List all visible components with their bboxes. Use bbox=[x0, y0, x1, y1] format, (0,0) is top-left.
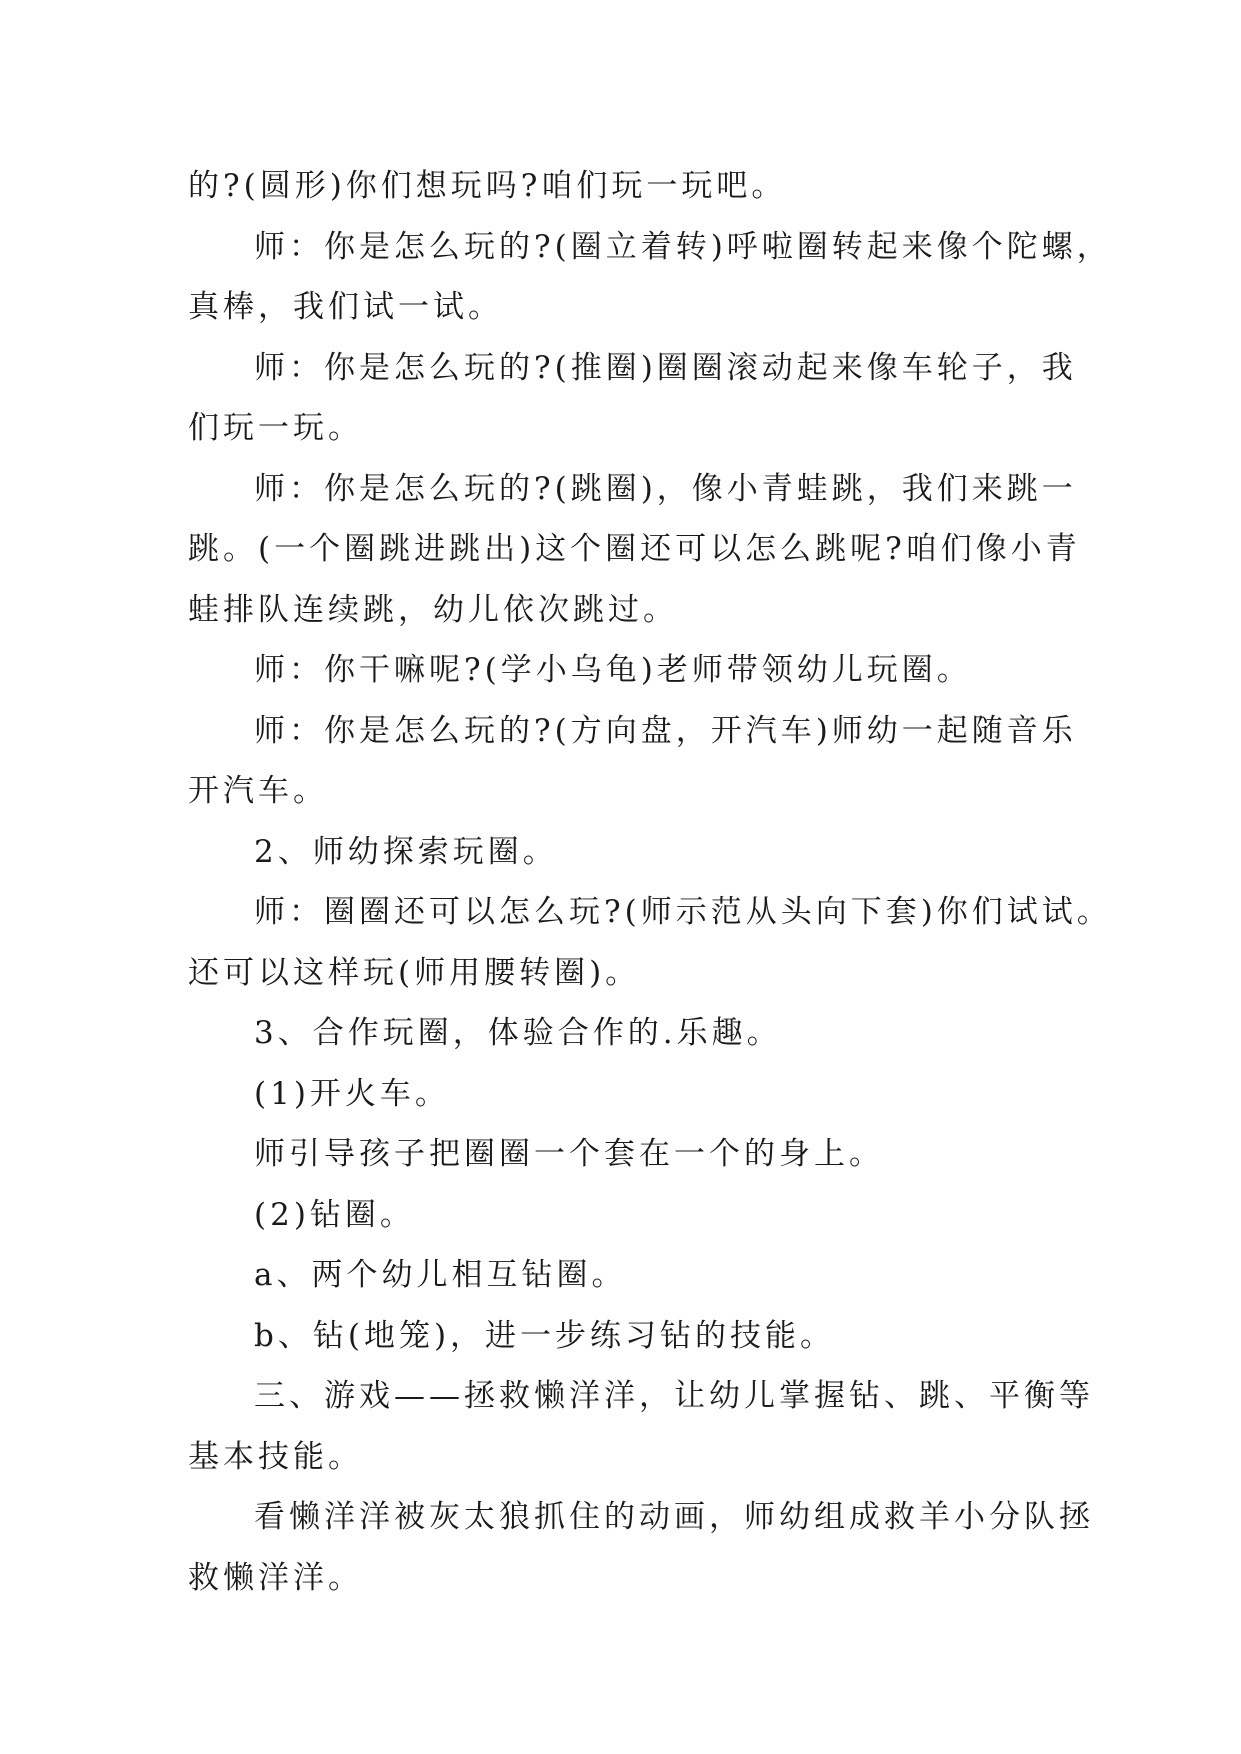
text-line: 3、合作玩圈，体验合作的.乐趣。 bbox=[254, 1015, 782, 1051]
text-line: 的?(圆形)你们想玩吗?咱们玩一玩吧。 bbox=[188, 168, 787, 204]
text-line: a、两个幼儿相互钻圈。 bbox=[254, 1257, 627, 1293]
text-line: 师引导孩子把圈圈一个套在一个的身上。 bbox=[254, 1136, 884, 1172]
text-line: b、钻(地笼)，进一步练习钻的技能。 bbox=[254, 1317, 836, 1354]
text-line: 真棒，我们试一试。 bbox=[188, 289, 503, 325]
text-line: 们玩一玩。 bbox=[188, 410, 363, 446]
document-body bbox=[188, 156, 1112, 1608]
text-line: 师：你是怎么玩的?(跳圈)，像小青蛙跳，我们来跳一 bbox=[254, 470, 1077, 507]
text-line: 开汽车。 bbox=[188, 773, 328, 809]
text-line: 还可以这样玩(师用腰转圈)。 bbox=[188, 954, 641, 991]
text-line: 师：你是怎么玩的?(圈立着转)呼啦圈转起来像个陀螺， bbox=[254, 228, 1112, 265]
text-line: 救懒洋洋。 bbox=[188, 1559, 363, 1596]
text-line: 师：你是怎么玩的?(方向盘，开汽车)师幼一起随音乐 bbox=[254, 712, 1077, 749]
text-line: 蛙排队连续跳，幼儿依次跳过。 bbox=[188, 591, 678, 628]
text-line: 师：你干嘛呢?(学小乌龟)老师带领幼儿玩圈。 bbox=[254, 652, 972, 688]
text-line: 看懒洋洋被灰太狼抓住的动画，师幼组成救羊小分队拯 bbox=[254, 1499, 1094, 1535]
text-line: 2、师幼探索玩圈。 bbox=[254, 833, 558, 870]
text-line: 三、游戏——拯救懒洋洋，让幼儿掌握钻、跳、平衡等 bbox=[254, 1378, 1094, 1414]
text-line: 师：你是怎么玩的?(推圈)圈圈滚动起来像车轮子，我 bbox=[254, 349, 1077, 386]
text-line: (1)开火车。 bbox=[254, 1075, 450, 1112]
text-line: 基本技能。 bbox=[188, 1438, 363, 1475]
text-line: 跳。(一个圈跳进跳出)这个圈还可以怎么跳呢?咱们像小青 bbox=[188, 531, 1081, 567]
text-line: 师：圈圈还可以怎么玩?(师示范从头向下套)你们试试。 bbox=[254, 894, 1112, 930]
text-line: (2)钻圈。 bbox=[254, 1196, 415, 1233]
